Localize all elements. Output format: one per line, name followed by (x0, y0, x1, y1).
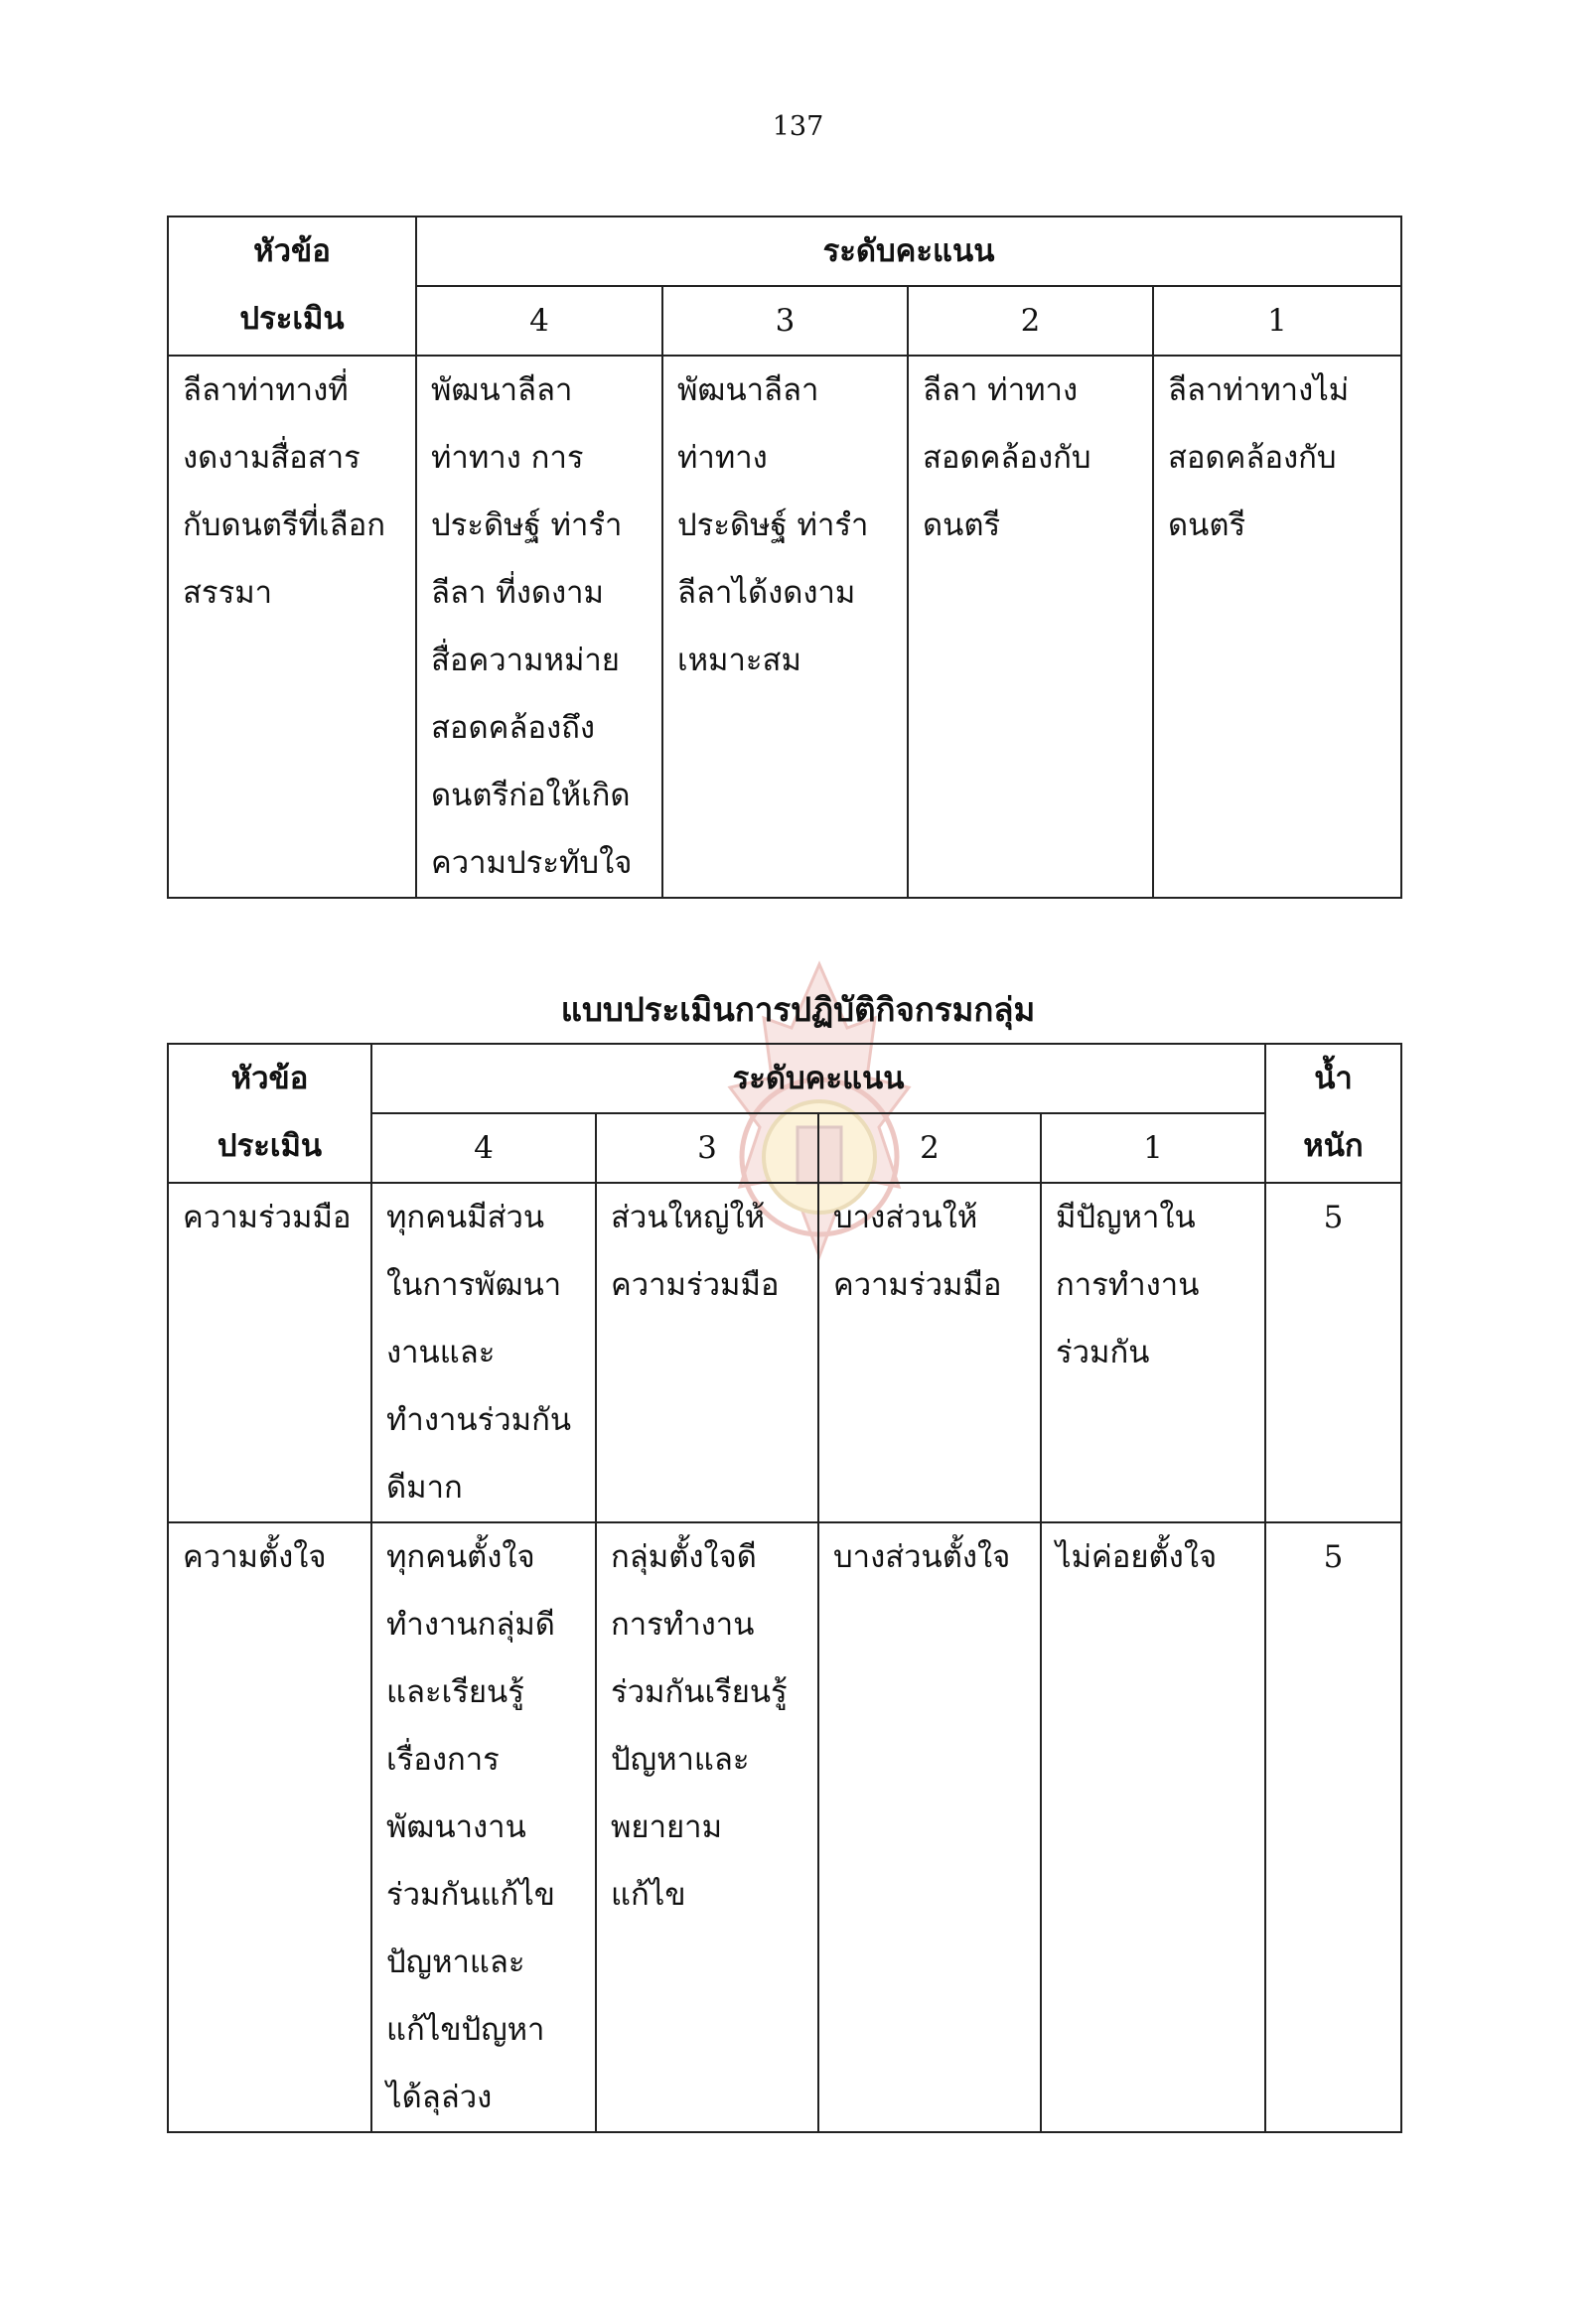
criteria-cell: ลีลาท่าทางที่ งดงามสื่อสาร กับดนตรีที่เลือก สรรมา (168, 356, 416, 898)
level-1-cell: ลีลาท่าทางไม่ สอดคล้องกับ ดนตรี (1153, 356, 1401, 898)
level-3-header: 3 (662, 286, 908, 356)
criteria-cell: ความร่วมมือ (168, 1183, 371, 1522)
level-4-header: 4 (416, 286, 662, 356)
table-header-row (168, 1044, 1401, 1113)
table-header-row (168, 216, 1401, 286)
table-title: แบบประเมินการปฏิบัติกิจกรมกลุ่ม (560, 990, 1036, 1029)
table-row (168, 1183, 1401, 1522)
level-1-cell: มีปัญหาใน การทำงาน ร่วมกัน (1041, 1183, 1265, 1522)
rubric-table-dance (167, 216, 1402, 899)
rubric-table-group-activity (167, 1043, 1402, 2133)
level-4-cell: ทุกคนตั้งใจ ทำงานกลุ่มดี และเรียนรู้ เรื่องการ พัฒนางาน ร่วมกันแก้ไข ปัญหาและ แก้ไขปัญหา ได้ลุล่วง (371, 1522, 596, 2132)
score-level-header: ระดับคะแนน (371, 1044, 1265, 1113)
level-1-cell: ไม่ค่อยตั้งใจ (1041, 1522, 1265, 2132)
level-2-cell: บางส่วนตั้งใจ (818, 1522, 1041, 2132)
score-level-header: ระดับคะแนน (416, 216, 1401, 286)
weight-header: น้ำ หนัก (1265, 1044, 1401, 1183)
table-row (168, 356, 1401, 898)
level-2-cell: บางส่วนให้ ความร่วมมือ (818, 1183, 1041, 1522)
level-2-header: 2 (908, 286, 1153, 356)
criteria-header: หัวข้อ ประเมิน (168, 216, 416, 356)
level-3-cell: ส่วนใหญ่ให้ ความร่วมมือ (596, 1183, 818, 1522)
level-3-cell: พัฒนาลีลา ท่าทาง ประดิษฐ์ ท่ารำ ลีลาได้งดงาม เหมาะสม (662, 356, 908, 898)
weight-cell: 5 (1265, 1522, 1401, 2132)
level-2-cell: ลีลา ท่าทาง สอดคล้องกับ ดนตรี (908, 356, 1153, 898)
level-1-header: 1 (1153, 286, 1401, 356)
page-number: 137 (772, 111, 824, 142)
level-3-header: 3 (596, 1113, 818, 1183)
level-4-cell: ทุกคนมีส่วน ในการพัฒนา งานและ ทำงานร่วมกัน ดีมาก (371, 1183, 596, 1522)
weight-cell: 5 (1265, 1183, 1401, 1522)
level-4-cell: พัฒนาลีลา ท่าทาง การ ประดิษฐ์ ท่ารำ ลีลา ที่งดงาม สื่อความหม่าย สอดคล้องถึง ดนตรีก่อให้เกิด ความประทับใจ (416, 356, 662, 898)
level-2-header: 2 (818, 1113, 1041, 1183)
criteria-cell: ความตั้งใจ (168, 1522, 371, 2132)
level-1-header: 1 (1041, 1113, 1265, 1183)
level-3-cell: กลุ่มตั้งใจดี การทำงาน ร่วมกันเรียนรู้ ปัญหาและ พยายาม แก้ไข (596, 1522, 818, 2132)
criteria-header: หัวข้อ ประเมิน (168, 1044, 371, 1183)
table-row (168, 1522, 1401, 2132)
level-4-header: 4 (371, 1113, 596, 1183)
